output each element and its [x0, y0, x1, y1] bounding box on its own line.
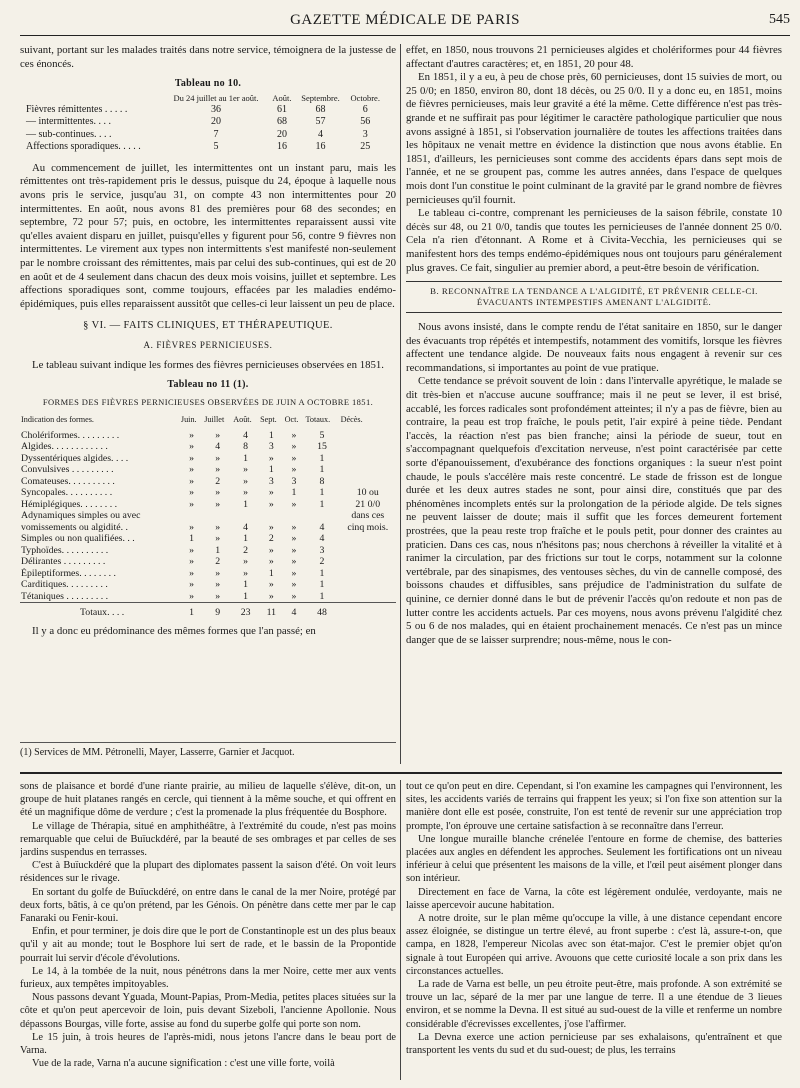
table-cell: » [243, 567, 249, 579]
table-row [24, 116, 385, 129]
table11-subtitle: FORMES DES FIÈVRES PERNICIEUSES OBSERVÉES DE JUIN A OCTOBRE 1851. [42, 396, 374, 407]
table-row [20, 579, 396, 591]
table-cell: » [189, 464, 194, 476]
paragraph: Cette tendance se prévoit souvent de loin : dans l'intervalle apyrétique, le malade se dit très-bien et n'accuse aucune souffrance; mais il ne peut se lever, il est brisé, accablé, les forces radicales sont profondément atteintes; il n'y a pas de fièvre, bien au contraire, la peau est trop fraîche, le pouls petit, l'air expiré à peine tiède. Pendant l'accès, la réaction n'est pas bien franche; ainsi la période de sueur, tout en s'accompagnant quelquefois d'excitation nerveuse, n'est point caractérisée par cette sorte d'épanouissement, d'exubérance des fonctions organiques : la sueur n'est point chaude, le pouls s'accélère mais reste concentré. Le stade de frisson est de longue durée et les deux autres stades ne sont, pour ainsi dire, constitués que par des phénomènes incomplets entés sur la prolongation de la période algide. De tels signes ne peuvent laisser de doute; mais il suffit que les forces demeurent fortement prostrées, que la peau reste trop fraîche et le pouls petit, pour donner des craintes au praticien. Dans ces cas, nous n'hésitons pas; nous cherchons à réveiller la vitalité et à ranimer la circulation, par des frictions sur tout le corps, notamment sur la colonne vertébrale, par des sinapismes, des ventouses sèches, du vin de cannelle composé, des boissons chaudes et diffusibles, sans préjudice de l'administration du sulfate de quinine, ce dernier donné dans le but de prévenir l'accès qu'on redoute et non pas de lutter contre les accidents actuels. Par ces moyens, nous avons prévenu l'algidité chez 5 ou 6 de nos malades, qui en étaient prochainement menacés. Ce n'est pas un mince danger que de se laisser surprendre; nous-même, nous le con- [406, 375, 782, 646]
table-row [24, 104, 385, 117]
table-cell: » [189, 544, 194, 556]
table-cell: » [268, 590, 274, 602]
table-cell: 68 [276, 116, 287, 128]
table10-title: Tableau no 10. [174, 78, 242, 90]
table-cell: 3 [362, 128, 368, 140]
table-cell: 2 [215, 475, 221, 487]
table-cell: » [189, 590, 194, 602]
table-cell: 2 [319, 556, 325, 568]
table-cell: 1 [291, 487, 297, 499]
table-cell: » [189, 521, 194, 533]
table-cell: » [189, 487, 194, 499]
table-cell: » [215, 521, 221, 533]
table-cell: 4 [215, 441, 221, 453]
table-cell: » [243, 475, 249, 487]
table-cell: 1 [215, 544, 221, 556]
table-cell: Simples ou non qualifiées. . . [21, 533, 135, 545]
table-cell [340, 441, 396, 453]
table-cell: 1 [268, 567, 274, 579]
table-cell: 23 [232, 603, 259, 619]
table-cell [304, 510, 339, 522]
paragraph: Vue de la rade, Varna n'a aucune signification : c'est une ville forte, voilà [32, 1058, 335, 1070]
table-cell [284, 510, 305, 522]
table-cell: » [268, 544, 274, 556]
table-row [24, 141, 385, 154]
table-cell: 57 [315, 116, 326, 128]
table-cell: » [215, 429, 221, 441]
table-cell: 1 [268, 429, 274, 441]
paragraph: C'est à Buïuckdéré que la plupart des diplomates passent la saison d'été. On voit leurs résidences sur le rivage. [20, 860, 396, 885]
table-cell: 8 [319, 475, 325, 487]
table-10 [24, 93, 385, 154]
bottom-right-column [406, 780, 782, 1080]
table-cell: » [215, 579, 221, 591]
table-cell [340, 579, 396, 591]
paragraph: Le 15 juin, à trois heures de l'après-midi, nous jetons l'ancre dans le beau port de Varna. [20, 1031, 396, 1057]
table-cell: Carditiques. . . . . . . . . [21, 579, 108, 591]
table-cell: dans ces [351, 510, 385, 522]
intro-paragraph: suivant, portant sur les malades traités dans notre service, témoignera de la justesse de ces énoncés. [20, 44, 396, 70]
table-cell: » [215, 498, 221, 510]
table-cell: 20 [211, 116, 222, 128]
table-cell: » [189, 452, 194, 464]
section-heading: § VI. — FAITS CLINIQUES, ET THÉRAPEUTIQUE. [83, 320, 333, 332]
table-cell: » [291, 452, 297, 464]
paragraph: Au commencement de juillet, les intermittentes ont un instant paru, mais les rémittentes ont très-rapidement pris le dessus, puisque du 24, époque à laquelle nous avons pris le service, jusqu'au 31, on compte 43 non intermittentes pour 20 intermittentes. En août, nous avons 81 des premières pour 68 des secondes; en septembre, 72 pour 57; puis, en octobre, les intermittentes reparaissent aussi vite qu'elles avaient disparu en juillet, puisqu'elles y figurent pour 56, contre 9 fièvres non intermittentes. Le virement aux types non intermittents s'est manifesté non-seulement par le nombre croissant des rémittentes, mais par celui des sub-continues, qui est de 20 en août et de 4 seulement dans chacun des deux mois voisins, juillet et septembre. Les affections sporadiques sont, comme toujours, effacées par les maladies endémo-épidémiques, puis elles reparaissent aussitôt que celles-ci leur laissent un peu de place. [20, 161, 396, 310]
page-header [20, 10, 790, 36]
table-cell: 10 ou [356, 487, 379, 499]
table-cell [203, 510, 232, 522]
table-cell: vomissements ou algidité. . [21, 521, 128, 533]
table-row [20, 556, 396, 568]
table-cell: 2 [215, 556, 221, 568]
table-row [20, 464, 396, 476]
table-cell [340, 476, 396, 488]
table-cell: » [215, 567, 221, 579]
table-cell: » [215, 464, 221, 476]
table-cell: — sub-continues. . . . [26, 128, 112, 140]
table-cell: » [291, 556, 297, 568]
table-cell: Adynamiques simples ou avec [21, 510, 141, 522]
table-cell: » [215, 590, 221, 602]
table-cell: 1 [319, 498, 325, 510]
table-cell: Délirantes . . . . . . . . . [21, 556, 106, 568]
table-cell [340, 533, 396, 545]
table-cell: » [189, 498, 194, 510]
paragraph: La rade de Varna est belle, un peu étroite peut-être, mais profonde. A son extrémité se trouve un lac, séparé de la mer par une langue de terre. Il a une étendue de 3 lieues environ, et se nomme la Devna. Il est situé au sud-ouest de la ville et renferme un nombre considérable d'écrevisses excellentes, j'ose l'affirmer. [406, 979, 782, 1030]
table-cell: Syncopales. . . . . . . . . . [21, 487, 113, 499]
table-cell: Fièvres rémittentes . . . . . [26, 103, 128, 115]
table-cell: Épileptiformes. . . . . . . . [21, 567, 116, 579]
table-cell: 36 [211, 103, 222, 115]
table-cell: 7 [213, 128, 219, 140]
table-cell: » [291, 441, 297, 453]
table-header-cell [24, 93, 164, 104]
table-cell: 8 [243, 441, 249, 453]
paragraph: Il y a donc eu prédominance des mêmes formes que l'an passé; en [32, 624, 316, 637]
table-cell: 2 [243, 544, 249, 556]
footnote: (1) Services de MM. Pétronelli, Mayer, Lasserre, Garnier et Jacquot. [20, 742, 396, 758]
table-cell: Hémiplégiques. . . . . . . . [21, 498, 118, 510]
table-cell: 1 [189, 533, 194, 545]
page-number: 545 [769, 12, 790, 27]
table-cell [340, 556, 396, 568]
paragraph: Le village de Thérapia, situé en amphithéâtre, à l'extrémité du coude, n'est pas moins remarquable que celui de Buïuckdéré, par la beauté de ses ombrages et par celles de ses jardins suspendus en terrasses. [20, 820, 396, 859]
table-cell: 1 [268, 464, 274, 476]
table-cell: 25 [360, 141, 371, 153]
table-header-cell: Oct. [284, 415, 299, 425]
paragraph: Nous avons insisté, dans le compte rendu de l'état sanitaire en 1850, sur le danger des évacuants trop répétés et intempestifs, notamment des vomitifs, lorsque les fièvres affectent une tendance algide. De nouveaux faits nous engagent à revenir sur ces recommandations, si importantes au point de vue pratique. [406, 321, 782, 374]
table-cell: » [268, 487, 274, 499]
table-cell: » [268, 556, 274, 568]
section-b-heading: B. RECONNAÎTRE LA TENDANCE A L'ALGIDITÉ, ET PRÉVENIR CELLE-CI. ÉVACUANTS INTEMPESTIFS AMENANT L'ALGIDITÉ. [406, 281, 782, 313]
table-cell: 1 [319, 567, 325, 579]
horizontal-divider [20, 772, 782, 774]
bottom-left-column [20, 780, 396, 1080]
table-cell [340, 464, 396, 476]
table-cell: » [291, 521, 297, 533]
table-cell: 5 [213, 141, 219, 153]
table-cell: 3 [268, 475, 274, 487]
table-cell: 20 [276, 128, 287, 140]
table-header-cell: Du 24 juillet au 1er août. [173, 92, 259, 103]
table-cell: Algides. . . . . . . . . . . . [21, 441, 108, 453]
table-header-cell: Août. [272, 92, 292, 103]
table-cell: 1 [243, 452, 249, 464]
table-cell: » [243, 556, 249, 568]
table-row [20, 510, 396, 522]
table-cell: Dyssentériques algides. . . . [21, 452, 129, 464]
table-row [20, 441, 396, 453]
table-header-cell: Totaux. [305, 415, 331, 425]
paragraph: A notre droite, sur le plan même qu'occupe la ville, à une distance cependant encore assez éloignée, se distingue un tertre élevé, au front superbe : c'est là, assure-t-on, que campa, en 1828, l'empereur Nicolas avec son état-major. C'est le premier objet qu'on signale à tout Européen qui arrive. Avouons que cette curiosité locale a son prix dans les circonstances actuelles. [406, 913, 782, 977]
table-cell: » [215, 487, 221, 499]
table-cell: 3 [268, 441, 274, 453]
table-cell [340, 568, 396, 580]
paragraph: Une longue muraille blanche crénelée l'entoure en forme de chemise, des batteries placées aux angles en défendent les approches. Seulement les fortifications ont un niveau inférieur à celui que présentent les maisons de la ville, et l'œil peut aisément plonger dans son intérieur. [406, 833, 782, 885]
paragraph: effet, en 1850, nous trouvons 21 pernicieuses algides et cholériformes pour 44 fièvres affectant d'autres caractères; et, en 1851, 20 pour 48. [406, 44, 782, 70]
table-cell: cinq mois. [347, 521, 389, 533]
table-cell [340, 453, 396, 465]
table-cell: » [189, 556, 194, 568]
table-cell [180, 510, 203, 522]
table-cell: 56 [360, 116, 371, 128]
table-cell: » [291, 544, 297, 556]
paragraph: sons de plaisance et bordé d'une riante prairie, au milieu de laquelle s'élève, dit-on, un groupe de huit platanes rangés en cercle, qui tiennent à la même souche, et qui offrent en été un magnifique dôme de verdure ; c'est la promenade la plus fréquentée du Bosphore. [20, 781, 396, 819]
paragraph: En 1851, il y a eu, à peu de chose près, 60 pernicieuses, dont 15 suivies de mort, ou 25 0/0; en 1850, environ 80, dont 18 décès, ou 25 0/0. Il y a donc eu, en 1851, moins de fièvres pernicieuses, mais leur gravité a été la même. Cette différence n'est pas très-grande et ne suffirait pas pour légitimer le caractère pathologique particulier que nous avons assigné à 1851, si l'observation journalière de toutes les affections traitées dans les hôpitaux ne venait mettre en évidence la distinction que nous avons établie. En 1851, d'ailleurs, les pernicieuses sont comme des accidents épars dans sept mois de l'année, et ne se groupent pas, comme les autres années, dans l'espace de quelques mois dont l'un constitue le point culminant de la gravité par le grand nombre de fièvres pernicieuses qu'il fournit. [406, 71, 782, 206]
table-cell: » [189, 475, 194, 487]
table-row [20, 453, 396, 465]
subsection-heading: A. FIÈVRES PERNICIEUSES. [143, 339, 273, 350]
table-cell [340, 430, 396, 442]
table-cell: 2 [268, 533, 274, 545]
table-cell: 3 [319, 544, 325, 556]
table-cell: 3 [291, 475, 297, 487]
table-row [20, 591, 396, 603]
table-cell: 11 [259, 603, 284, 619]
table-cell: 48 [304, 603, 339, 619]
table-header-cell: Août. [233, 415, 252, 425]
paragraph: Le 14, à la tombée de la nuit, nous pénétrons dans la mer Noire, cette mer aux vents furieux, aux tempêtes impitoyables. [20, 965, 396, 991]
table-header-cell: Juin. [180, 415, 197, 425]
table-row [20, 430, 396, 442]
table-cell: » [268, 498, 274, 510]
table-header-cell: Sept. [260, 415, 277, 425]
table-cell: 1 [243, 590, 249, 602]
table-cell: » [291, 498, 297, 510]
column-divider [400, 780, 401, 1080]
table-cell: 1 [180, 603, 203, 619]
table-cell: » [291, 533, 297, 545]
table-cell: 9 [203, 603, 232, 619]
table-header-cell: Septembre. [301, 92, 340, 103]
table-row [20, 533, 396, 545]
table-cell [259, 510, 284, 522]
table-cell: » [291, 590, 297, 602]
table-cell [340, 591, 396, 603]
paragraph: Nous passons devant Yguada, Mount-Papias, Prom-Media, petites places situées sur la côte et qu'on peut apercevoir de loin, puis devant Sizeboli, l'ancienne Apollonie. Nous dépassons Bourgas, ville forte, assise au fond du superbe golfe qui porte son nom. [20, 992, 396, 1030]
table-cell: 1 [243, 533, 249, 545]
top-right-column [406, 44, 782, 770]
table-cell: 21 0/0 [355, 498, 381, 510]
table11-title: Tableau no 11 (1). [167, 379, 249, 391]
table-cell: » [215, 452, 221, 464]
journal-title: GAZETTE MÉDICALE DE PARIS [290, 12, 520, 28]
table-cell: — intermittentes. . . . [26, 116, 111, 128]
table-cell: » [291, 464, 297, 476]
table-cell: Affections sporadiques. . . . . [26, 141, 141, 153]
table-cell [232, 510, 259, 522]
table-cell: Typhoïdes. . . . . . . . . . [21, 544, 109, 556]
table-cell: 15 [317, 441, 327, 453]
table-cell: » [268, 452, 274, 464]
table-cell: Convulsives . . . . . . . . . [21, 464, 114, 476]
table-cell: » [215, 533, 221, 545]
table-cell: » [291, 579, 297, 591]
table-cell: 4 [319, 533, 325, 545]
table-cell: » [291, 429, 297, 441]
paragraph: Le tableau ci-contre, comprenant les pernicieuses de la saison fébrile, constate 10 décès sur 48, ou 21 0/0, tandis que toutes les pernicieuses de l'année donnent 25 0/0. Cela n'a rien d'étonnant. A Rome et à Civita-Vecchia, les pernicieuses qui se manifestent hors des temps endémo-épidémiques nous ont toujours paru généralement plus graves. Ce fait, singulier au premier abord, a peut-être besoin de vérification. [406, 207, 782, 274]
table-row [20, 522, 396, 534]
table-row [20, 568, 396, 580]
table-row [20, 487, 396, 499]
table-cell: 1 [243, 579, 249, 591]
table-total-row [20, 603, 396, 619]
table-cell: 4 [318, 128, 323, 140]
paragraph: La Devna exerce une action pernicieuse par ses exhalaisons, qu'entraînent et que transportent les vents du sud et du sud-ouest; de plus, les terrains [406, 1031, 782, 1057]
table-header-cell: Décès. [340, 415, 363, 425]
table-cell [340, 603, 396, 619]
table-cell: 5 [319, 429, 325, 441]
table-header-cell: Indication des formes. [21, 415, 94, 425]
table-cell: » [189, 429, 194, 441]
table-cell: » [268, 579, 274, 591]
table-cell: 4 [243, 429, 249, 441]
table-row [20, 499, 396, 511]
table-header-cell: Octobre. [350, 92, 380, 103]
table-cell: Cholériformes. . . . . . . . . [21, 429, 120, 441]
column-divider [400, 44, 401, 764]
table-cell: 6 [362, 103, 368, 115]
paragraph: En sortant du golfe de Buïuckdéré, on entre dans le canal de la mer Noire, protégé par deux forts, bâtis, à ce qu'on prétend, par les Génois. On pénètre dans cette mer par le cap Fanaraki ou Fenir-koui. [20, 886, 396, 925]
paragraph: Directement en face de Varna, la côte est légèrement ondulée, verdoyante, mais ne laisse apercevoir aucune habitation. [406, 886, 782, 911]
table-cell: 1 [319, 487, 325, 499]
table-cell: Tétaniques . . . . . . . . . [21, 590, 109, 602]
table-header-cell: Juillet [204, 415, 225, 425]
table-row [24, 129, 385, 142]
table-cell: 16 [276, 141, 287, 153]
table-cell: 1 [319, 464, 325, 476]
paragraph: tout ce qu'on peut en dire. Cependant, si l'on examine les campagnes qui l'environnent, les sites, les accidents variés de terrains qui frappent les yeux; si l'on fixe son attention sur la manière dont elle est posée, construite, l'on est tenté de revenir sur une appréciation trop prompte, l'on éprouve une certaine satisfaction à se reconnaître dans l'erreur. [406, 781, 782, 832]
paragraph: Le tableau suivant indique les formes des fièvres pernicieuses observées en 1851. [32, 358, 384, 371]
table-cell: 61 [276, 103, 287, 115]
table-cell: 1 [319, 579, 325, 591]
table-cell: Comateuses. . . . . . . . . . [21, 475, 115, 487]
table-cell: 1 [243, 498, 249, 510]
table-cell: 1 [319, 452, 325, 464]
table-cell: » [189, 441, 194, 453]
table-cell: 4 [284, 603, 305, 619]
table-row [20, 545, 396, 557]
table-11 [20, 413, 396, 619]
table-cell: 68 [315, 103, 326, 115]
table-row [20, 476, 396, 488]
table-cell: » [291, 567, 297, 579]
table-cell: Totaux. . . . [20, 603, 180, 619]
table-cell: » [268, 521, 274, 533]
table-cell: » [243, 487, 249, 499]
table-cell: » [243, 464, 249, 476]
table-cell: » [189, 579, 194, 591]
table-cell: » [189, 567, 194, 579]
table-cell: 4 [319, 521, 325, 533]
table-cell [340, 545, 396, 557]
table-cell: 16 [315, 141, 326, 153]
paragraph: Enfin, et pour terminer, je dois dire que le port de Constantinople est un des plus beaux qu'il y ait au monde; tout le Bosphore lui sert de rade, et le bassin de la Propontide pourrait lui servir d'école d'évolutions. [20, 926, 396, 964]
table-cell: 4 [243, 521, 249, 533]
table-cell: 1 [319, 590, 325, 602]
top-left-column [20, 44, 396, 770]
